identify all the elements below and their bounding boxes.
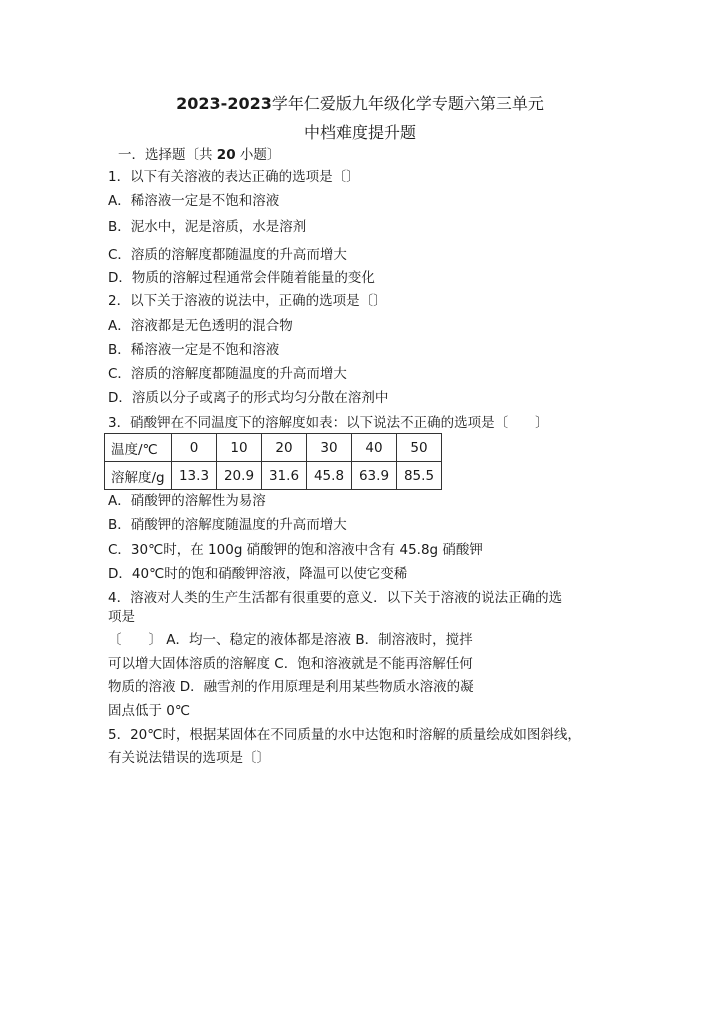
section-count: 20 — [216, 147, 236, 163]
page-subtitle: 中档难度提升题 — [303, 123, 416, 142]
table-cell: 20 — [262, 434, 307, 462]
section-heading — [118, 145, 280, 165]
q1-option-d: D．物质的溶解过程通常会伴随着能量的变化 — [108, 270, 375, 286]
table-row — [105, 434, 442, 462]
q2-option-c: C．溶质的溶解度都随温度的升高而增大 — [108, 366, 347, 382]
q5-line-2: 有关说法错误的选项是〔〕 — [108, 750, 270, 766]
q1-option-a: A．稀溶液一定是不饱和溶液 — [108, 193, 280, 209]
q4-line-6: 固点低于 0℃ — [108, 703, 191, 719]
table-cell: 13.3 — [172, 462, 217, 490]
q1-option-b: B．泥水中，泥是溶质，水是溶剂 — [108, 219, 307, 235]
section-prefix: 一．选择题〔共 — [118, 147, 217, 163]
q3-stem: 3．硝酸钾在不同温度下的溶解度如表：以下说法不正确的选项是〔 〕 — [108, 415, 549, 431]
q4-line-1: 4．溶液对人类的生产生活都有很重要的意义．以下关于溶液的说法正确的选 — [108, 590, 563, 606]
title-text: 学年仁爱版九年级化学专题六第三单元 — [271, 94, 544, 113]
section-suffix: 小题〕 — [235, 147, 281, 163]
q2-option-d: D．溶质以分子或离子的形式均匀分散在溶剂中 — [108, 390, 389, 406]
table-cell: 85.5 — [397, 462, 442, 490]
page-title — [0, 92, 720, 116]
q3-option-b: B．硝酸钾的溶解度随温度的升高而增大 — [108, 517, 347, 533]
q4-line-2: 项是 — [108, 609, 135, 625]
q2-option-a: A．溶液都是无色透明的混合物 — [108, 318, 293, 334]
table-cell: 30 — [307, 434, 352, 462]
q4-line-4: 可以增大固体溶质的溶解度 C．饱和溶液就是不能再溶解任何 — [108, 656, 473, 672]
q5-line-1: 5．20℃时，根据某固体在不同质量的水中达饱和时溶解的质量绘成如图斜线， — [108, 727, 581, 743]
table-cell: 10 — [217, 434, 262, 462]
q4-line-3: 〔 〕 A．均一、稳定的液体都是溶液 B．制溶液时，搅拌 — [108, 632, 473, 648]
q4-line-5: 物质的溶液 D．融雪剂的作用原理是利用某些物质水溶液的凝 — [108, 679, 474, 695]
table-cell: 0 — [172, 434, 217, 462]
table-row-label: 溶解度/g — [105, 462, 172, 490]
q2-stem: 2．以下关于溶液的说法中，正确的选项是〔〕 — [108, 293, 387, 309]
table-cell: 45.8 — [307, 462, 352, 490]
table-row-label: 温度/℃ — [105, 434, 172, 462]
q3-option-c: C．30℃时，在 100g 硝酸钾的饱和溶液中含有 45.8g 硝酸钾 — [108, 542, 483, 558]
q2-option-b: B．稀溶液一定是不饱和溶液 — [108, 342, 280, 358]
table-row — [105, 462, 442, 490]
q3-option-d: D．40℃时的饱和硝酸钾溶液，降温可以使它变稀 — [108, 566, 408, 582]
table-cell: 31.6 — [262, 462, 307, 490]
table-cell: 50 — [397, 434, 442, 462]
q3-option-a: A．硝酸钾的溶解性为易溶 — [108, 493, 266, 509]
table-cell: 20.9 — [217, 462, 262, 490]
title-year: 2023-2023 — [176, 94, 272, 113]
table-cell: 63.9 — [352, 462, 397, 490]
q1-option-c: C．溶质的溶解度都随温度的升高而增大 — [108, 247, 347, 263]
q1-stem: 1．以下有关溶液的表达正确的选项是〔〕 — [108, 169, 360, 185]
solubility-table — [104, 433, 442, 490]
table-cell: 40 — [352, 434, 397, 462]
